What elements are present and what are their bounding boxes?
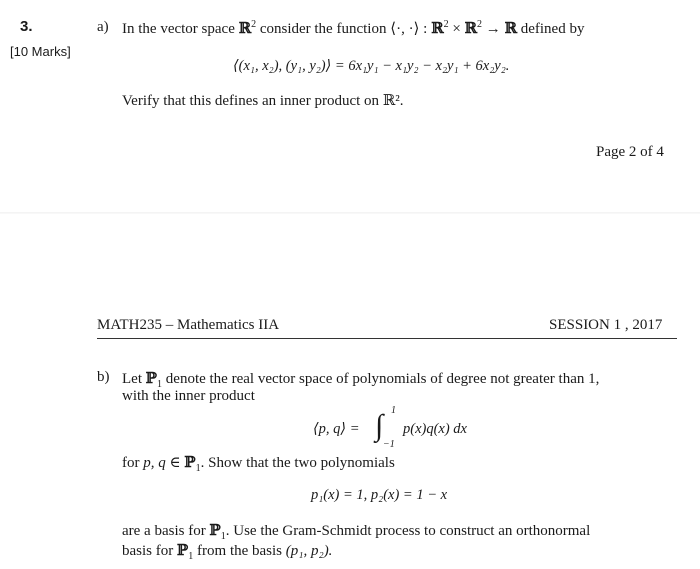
part-a-intro: In the vector space ℝ$^2$ consider the function ⟨·, ·⟩ : ℝ$^2$ × ℝ$^2$ → ℝ defined by (122, 19, 585, 37)
page-break-divider (0, 212, 700, 214)
session-label: SESSION 1 , 2017 (549, 317, 663, 333)
part-b-line1: Let ℙ$_1$ denote the real vector space of polynomials of degree not greater than 1, (122, 369, 600, 390)
part-b-line3: for p, q ∈ ℙ$_1$. Show that the two polynomials (122, 453, 395, 474)
part-b-line2: with the inner product (122, 388, 255, 404)
part-b-line5: basis for ℙ$_1$ from the basis (p₁, p₂). (122, 541, 333, 562)
question-marks: [10 Marks] (10, 44, 71, 59)
course-title: MATH235 – Mathematics IIA (97, 317, 280, 333)
page-number: Page 2 of 4 (596, 144, 664, 160)
part-b-label: b) (97, 369, 110, 385)
header-rule (97, 338, 677, 339)
inner-product-formula: ⟨(x₁, x₂), (y₁, y₂)⟩ = 6x₁y₁ − x₁y₂ − x₂y₁ + 6x₂y₂. (233, 58, 510, 74)
part-b-line4: are a basis for ℙ$_1$. Use the Gram-Schmidt process to construct an orthonormal (122, 521, 591, 542)
polynomials-formula: p₁(x) = 1, p₂(x) = 1 − x (311, 487, 448, 503)
question-number: 3. (20, 18, 33, 35)
part-a-label: a) (97, 19, 109, 35)
verify-text: Verify that this defines an inner product on ℝ². (122, 93, 404, 109)
